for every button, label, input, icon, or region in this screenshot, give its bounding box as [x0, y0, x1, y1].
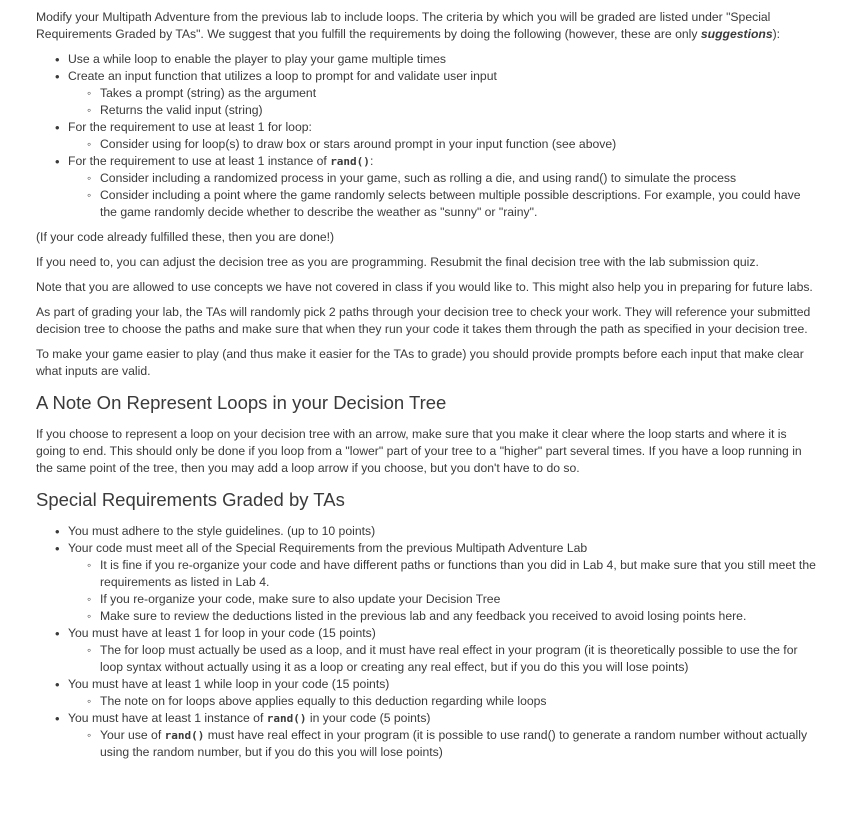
code-rand: rand(): [266, 712, 307, 725]
sub-list-item: ◦ Consider using for loop(s) to draw box or stars around prompt in your input function (see above): [100, 136, 817, 153]
sub-list: [68, 85, 817, 119]
code-rand: rand(): [330, 155, 370, 168]
list-item: [68, 119, 817, 153]
paragraph: To make your game easier to play (and thus make it easier for the TAs to grade) you should provide prompts before each input that make clear what inputs are valid.: [36, 347, 804, 378]
intro-text-end: ):: [772, 27, 781, 41]
sub-list-item: ◦ Consider including a randomized process in your game, such as rolling a die, and using rand() to simulate the process: [100, 170, 817, 187]
sub-list-item: ◦ If you re-organize your code, make sure to also update your Decision Tree: [100, 591, 817, 608]
section-heading-special-requirements: Special Requirements Graded by TAs: [36, 489, 345, 510]
sub-list: [68, 693, 817, 710]
list-item-text: Your code must meet all of the Special Requirements from the previous Multipath Adventure Lab: [68, 541, 588, 555]
sub-list: [68, 170, 817, 221]
sub-list-item: ◦ The note on for loops above applies equally to this deduction regarding while loops: [100, 693, 817, 710]
intro-emphasis: suggestions: [700, 27, 773, 41]
sub-list-item-text-end: must have real effect in your program (it is possible to use rand() to generate a random number without actually using the random number, but if you do this you will lose points): [100, 728, 808, 759]
list-item-text: Use a while loop to enable the player to play your game multiple times: [68, 52, 447, 66]
suggestions-list: [36, 51, 817, 221]
requirements-list: [36, 523, 817, 761]
sub-list: [68, 642, 817, 676]
list-item: [68, 68, 817, 119]
sub-list-item: [100, 727, 817, 761]
list-item-text: For the requirement to use at least 1 for loop:: [68, 120, 312, 134]
list-item-text: You must have at least 1 instance of: [68, 711, 267, 725]
list-item: [68, 540, 817, 625]
list-item: [68, 625, 817, 676]
paragraph: (If your code already fulfilled these, then you are done!): [36, 230, 335, 244]
code-rand: rand(): [164, 729, 205, 742]
intro-paragraph: [36, 9, 817, 43]
list-item: [68, 153, 817, 221]
list-item-text: You must adhere to the style guidelines. (up to 10 points): [68, 524, 376, 538]
list-item-text: You must have at least 1 while loop in your code (15 points): [68, 677, 390, 691]
sub-list-item: ◦ Takes a prompt (string) as the argument: [100, 85, 817, 102]
sub-list-item-text: Your use of: [100, 728, 165, 742]
list-item: [68, 676, 817, 710]
sub-list-item: ◦ Consider including a point where the game randomly selects between multiple possible descriptions. For example, you could have the game randomly decide whether to describe the weather as "sunny" or "rainy".: [100, 187, 817, 221]
list-item-text-end: :: [369, 154, 374, 168]
paragraph: If you choose to represent a loop on your decision tree with an arrow, make sure that you make it clear where the loop starts and where it is going to end. This should only be done if you loop from a "lower" part of your tree to a "higher" part several times. If you have a loop running in the same point of the tree, then you may add a loop arrow if you choose, but you don't have to do so.: [36, 427, 802, 475]
list-item-text: For the requirement to use at least 1 instance of: [68, 154, 331, 168]
paragraph: Note that you are allowed to use concepts we have not covered in class if you would like to. This might also help you in preparing for future labs.: [36, 280, 813, 294]
section-heading-loops: A Note On Represent Loops in your Decision Tree: [36, 392, 447, 413]
sub-list-item: ◦ The for loop must actually be used as a loop, and it must have real effect in your program (it is theoretically possible to use the for loop syntax without actually using it as a loop or creating any real effect, but if you do this you will lose points): [100, 642, 817, 676]
sub-list-item: ◦ Make sure to review the deductions listed in the previous lab and any feedback you received to avoid losing points here.: [100, 608, 817, 625]
list-item-text: You must have at least 1 for loop in your code (15 points): [68, 626, 376, 640]
paragraph: If you need to, you can adjust the decision tree as you are programming. Resubmit the final decision tree with the lab submission quiz.: [36, 255, 759, 269]
paragraph: As part of grading your lab, the TAs will randomly pick 2 paths through your decision tree to check your work. They will reference your submitted decision tree to choose the paths and make sure that when they run your code it takes them through the path as specified in your decision tree.: [36, 305, 811, 336]
sub-list-item: ◦ Returns the valid input (string): [100, 102, 817, 119]
list-item: [68, 523, 817, 540]
intro-text: Modify your Multipath Adventure from the previous lab to include loops. The criteria by which you will be graded are listed under "Special Requirements Graded by TAs". We suggest that you fulfill the requirements by doing the following (however, these are only: [36, 10, 771, 41]
sub-list: [68, 727, 817, 761]
list-item: [68, 51, 817, 68]
list-item: [68, 710, 817, 761]
list-item-text-end: in your code (5 points): [306, 711, 431, 725]
sub-list: [68, 557, 817, 625]
sub-list-item: ◦ It is fine if you re-organize your code and have different paths or functions than you did in Lab 4, but make sure that you still meet the requirements as listed in Lab 4.: [100, 557, 817, 591]
sub-list: [68, 136, 817, 153]
list-item-text: Create an input function that utilizes a loop to prompt for and validate user input: [68, 69, 497, 83]
